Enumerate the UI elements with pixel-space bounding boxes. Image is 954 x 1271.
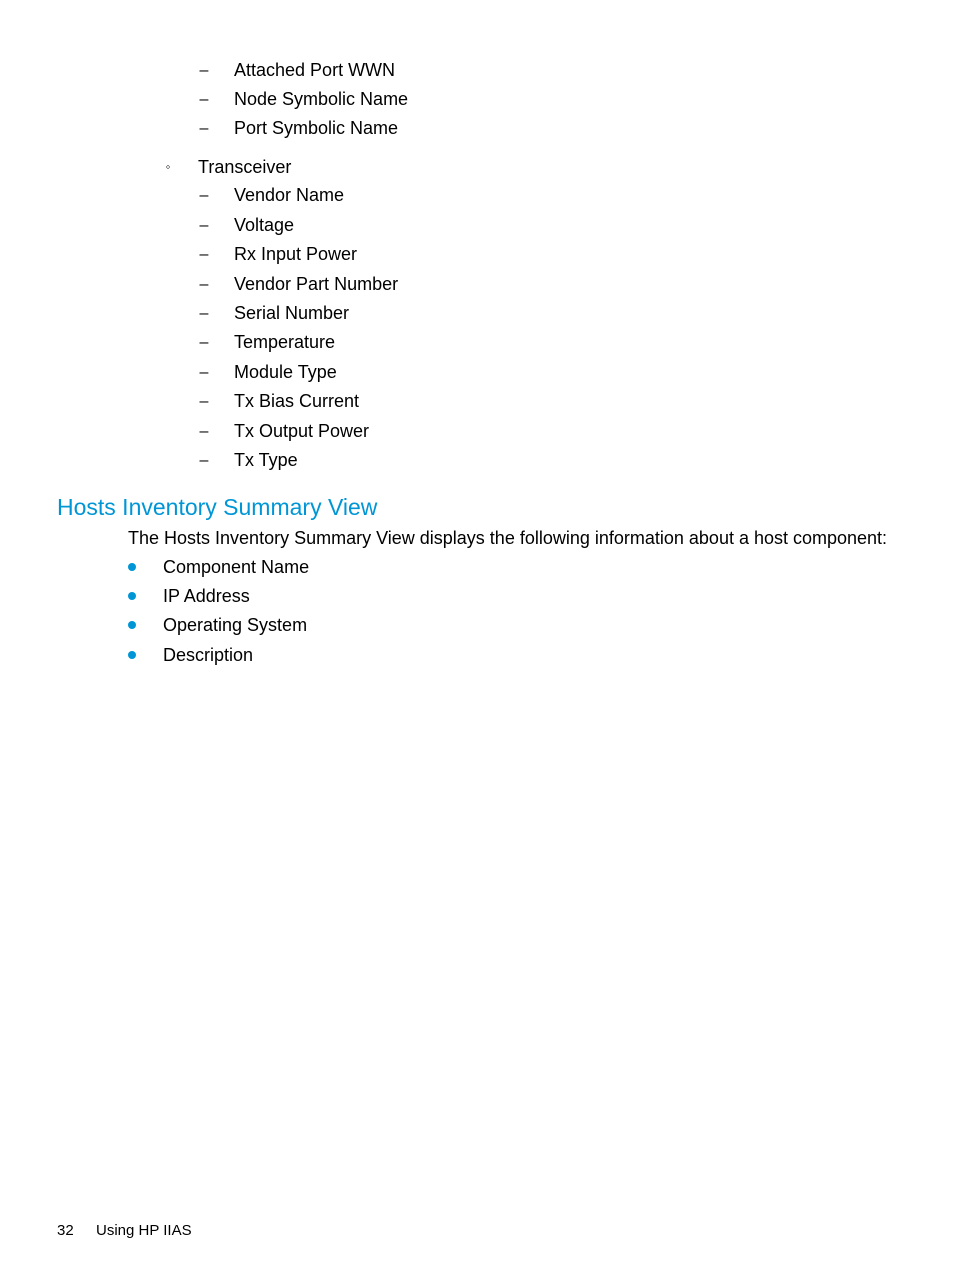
dash-marker: – [199,246,209,263]
dash-marker: – [199,423,209,440]
dash-marker: – [199,217,209,234]
dash-marker: – [199,120,209,137]
page-number: 32 [57,1222,74,1239]
list-item: Module Type [234,362,337,382]
transceiver-label: Transceiver [198,157,292,177]
list-item: Vendor Part Number [234,274,399,294]
list-item: Component Name [163,557,310,577]
bullet-icon [128,621,136,629]
list-item: Rx Input Power [234,244,358,264]
list-item: Description [163,645,254,665]
bullet-icon [128,651,136,659]
bullet-icon [128,563,136,571]
dash-marker: – [199,305,209,322]
dash-marker: – [199,91,209,108]
intro-paragraph: The Hosts Inventory Summary View displays the following information about a host component: [128,528,888,548]
footer-title: Using HP IIAS [96,1222,192,1239]
dash-marker: – [199,62,209,79]
list-item: Voltage [234,215,295,235]
list-item: Serial Number [234,303,350,323]
dash-marker: – [199,276,209,293]
list-item: Node Symbolic Name [234,89,409,109]
list-item: Temperature [234,332,336,352]
dash-marker: – [199,452,209,469]
list-item: IP Address [163,586,250,606]
list-item: Tx Type [234,450,298,470]
list-item: Port Symbolic Name [234,118,399,138]
dash-marker: – [199,334,209,351]
list-item: Tx Bias Current [234,391,360,411]
list-item: Vendor Name [234,185,345,205]
section-heading: Hosts Inventory Summary View [57,494,378,520]
dash-marker: – [199,364,209,381]
list-item: Tx Output Power [234,421,370,441]
list-item: Attached Port WWN [234,60,396,80]
circle-bullet-icon: ◦ [165,159,171,174]
bullet-icon [128,592,136,600]
dash-marker: – [199,187,209,204]
dash-marker: – [199,393,209,410]
list-item: Operating System [163,615,308,635]
